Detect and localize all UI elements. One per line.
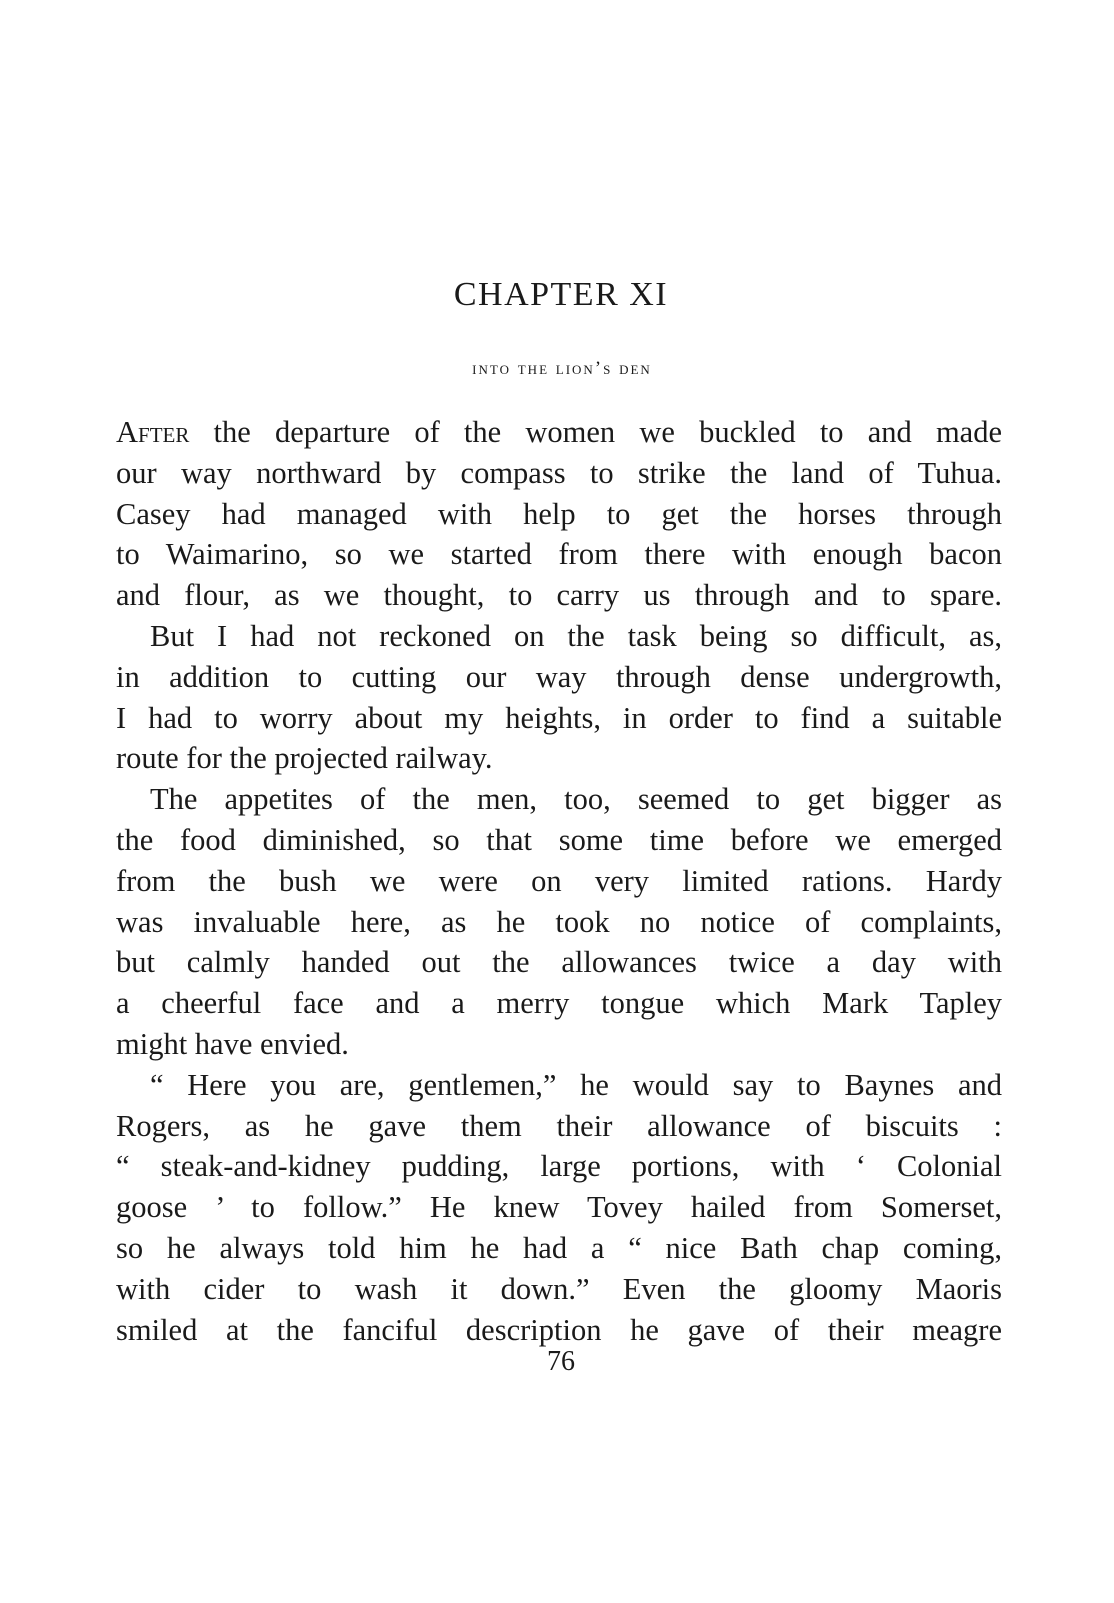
text-line: The appetites of the men, too, seemed to get bigger as	[150, 782, 1002, 817]
text-line: the food diminished, so that some time before we emerged	[116, 822, 1002, 857]
text-line: But I had not reckoned on the task being so difficult, as,	[150, 618, 1002, 653]
lead-word: After	[116, 415, 190, 449]
text-line	[116, 412, 1002, 453]
text-line: goose ’ to follow.” He knew Tovey hailed from Somerset,	[116, 1190, 1002, 1225]
text-line: Rogers, as he gave them their allowance of biscuits :	[116, 1108, 1002, 1143]
text-line: from the bush we were on very limited rations. Hardy	[116, 863, 1002, 898]
text-line: I had to worry about my heights, in order to find a suitable	[116, 700, 1002, 735]
text-line: smiled at the fanciful description he gave of their meagre	[116, 1312, 1002, 1347]
chapter-title: CHAPTER XI	[453, 276, 669, 313]
body-text	[116, 412, 1002, 1350]
text-line: our way northward by compass to strike the land of Tuhua.	[116, 455, 1002, 490]
text-line: with cider to wash it down.” Even the gloomy Maoris	[116, 1271, 1002, 1306]
text-line: Casey had managed with help to get the horses through	[116, 496, 1002, 531]
text-line: route for the projected railway.	[116, 741, 493, 776]
text-line-rest: the departure of the women we buckled to and made	[189, 415, 1002, 449]
text-line: so he always told him he had a “ nice Bath chap coming,	[116, 1230, 1002, 1265]
text-line: to Waimarino, so we started from there with enough bacon	[116, 537, 1002, 572]
chapter-subtitle: into the lion’s den	[472, 358, 652, 379]
text-line: “ Here you are, gentlemen,” he would say to Baynes and	[150, 1067, 1002, 1102]
text-line: a cheerful face and a merry tongue which Mark Tapley	[116, 986, 1002, 1021]
text-line: but calmly handed out the allowances twice a day with	[116, 945, 1002, 980]
text-line: might have envied.	[116, 1026, 349, 1061]
page-number: 76	[547, 1346, 575, 1377]
text-line: “ steak-and-kidney pudding, large portions, with ‘ Colonial	[116, 1149, 1002, 1184]
text-line: and flour, as we thought, to carry us through and to spare.	[116, 578, 1002, 613]
text-line: in addition to cutting our way through dense undergrowth,	[116, 659, 1002, 694]
text-line: was invaluable here, as he took no notice of complaints,	[116, 904, 1002, 939]
